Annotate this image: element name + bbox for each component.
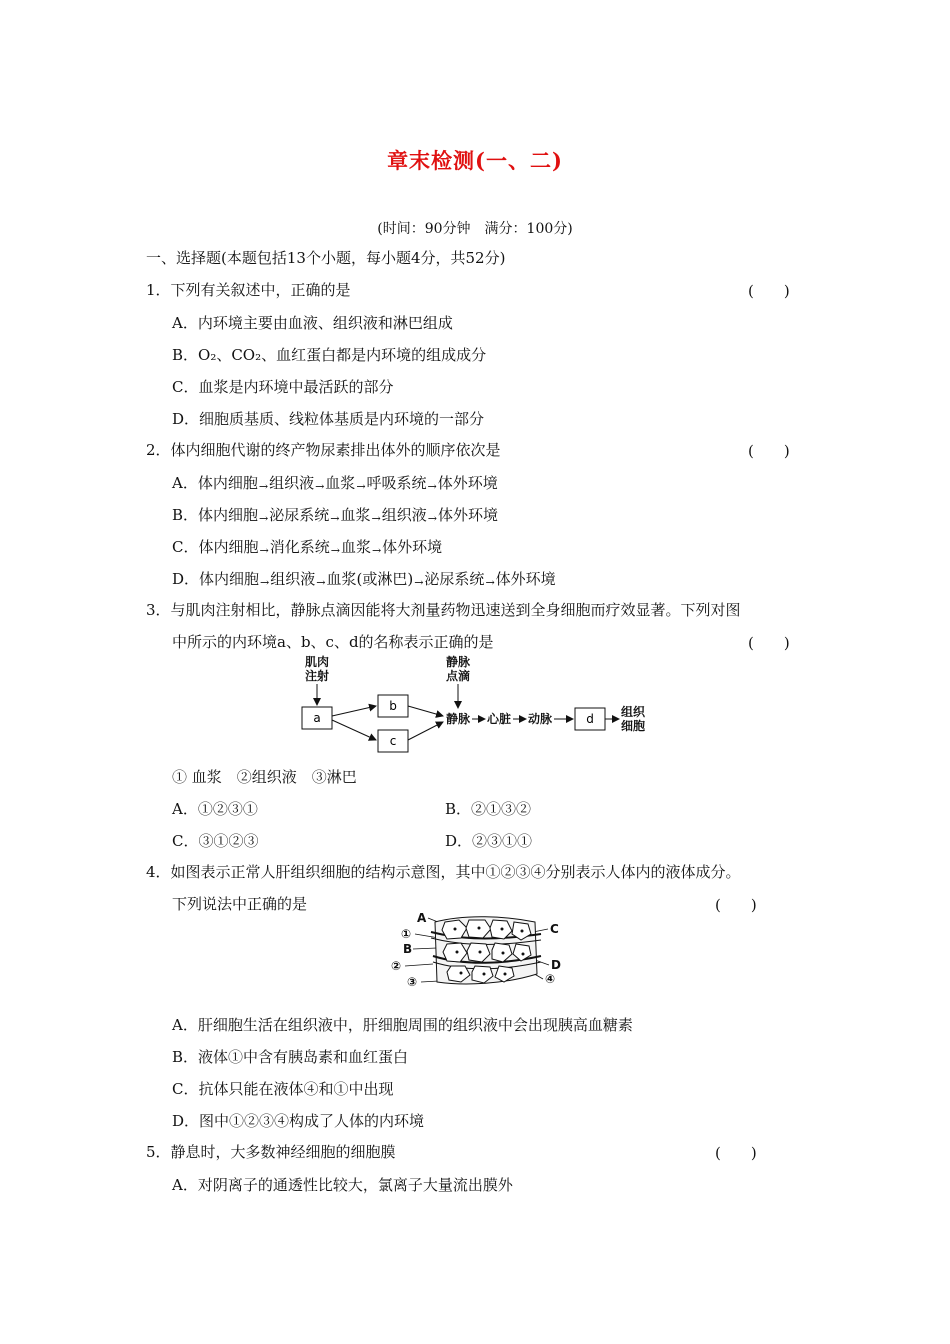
label-A: A — [417, 911, 427, 925]
iv-label-2: 点滴 — [446, 669, 471, 683]
q1-option-d: D．细胞质基质、线粒体基质是内环境的一部分 — [172, 410, 485, 428]
box-d-label: d — [586, 712, 594, 726]
q2a-step: 体外环境 — [437, 474, 498, 492]
q4-option-c: C．抗体只能在液体④和①中出现 — [172, 1080, 394, 1098]
q2b-step: 泌尿系统 — [269, 506, 330, 524]
q1-answer-bracket: ( ) — [748, 282, 790, 300]
q2c-step: 体外环境 — [382, 538, 443, 556]
q3-stem-line2: 中所示的内环境a、b、c、d的名称表示正确的是 — [172, 633, 494, 651]
q3-answer-bracket: ( ) — [748, 634, 790, 652]
q2b-step: 体外环境 — [437, 506, 498, 524]
q2-option-c — [172, 536, 442, 557]
q2d-step: 组织液 — [270, 570, 316, 588]
im-label-2: 注射 — [305, 669, 330, 683]
q5-option-a: A．对阴离子的通透性比较大，氯离子大量流出膜外 — [172, 1176, 513, 1194]
q2c-step: 消化系统 — [269, 538, 330, 556]
q4-answer-bracket: ( ) — [715, 896, 757, 914]
arrow-a-to-c — [332, 720, 376, 740]
q3-option-d: D．②③①① — [445, 832, 533, 850]
label-3: ③ — [407, 975, 418, 989]
q3-option-b: B．②①③② — [445, 800, 532, 818]
q1-option-b: B．O₂、CO₂、血红蛋白都是内环境的组成成分 — [172, 346, 487, 364]
vein-label: 静脉 — [446, 712, 471, 726]
q4-option-a: A．肝细胞生活在组织液中，肝细胞周围的组织液中会出现胰高血糖素 — [172, 1016, 633, 1034]
leader-2 — [405, 964, 433, 966]
tissue-label-2: 细胞 — [621, 719, 646, 733]
label-1: ① — [401, 927, 412, 941]
q2c-step: C．体内细胞 — [172, 538, 259, 556]
q2a-step: 组织液 — [269, 474, 315, 492]
q2d-step: 血浆(或淋巴) — [326, 570, 414, 588]
q2b-step: 血浆 — [340, 506, 371, 524]
iv-label-1: 静脉 — [446, 655, 471, 669]
arrow-icon: → — [371, 544, 382, 557]
tissue-drawing — [431, 917, 541, 984]
q4-option-d: D．图中①②③④构成了人体的内环境 — [172, 1112, 425, 1130]
label-D: D — [551, 958, 561, 972]
q3-fluid-names: ① 血浆 ②组织液 ③淋巴 — [172, 768, 357, 786]
arrow-icon: → — [330, 512, 340, 525]
section-heading: 一、选择题(本题包括13个小题，每小题4分，共52分) — [146, 249, 506, 267]
q2-stem: 2．体内细胞代谢的终产物尿素排出体外的顺序依次是 — [146, 441, 501, 459]
q5-answer-bracket: ( ) — [715, 1144, 757, 1162]
page-title: 章末检测(一、二) — [387, 148, 563, 173]
label-B: B — [403, 942, 413, 956]
arrow-b-to-vein — [408, 706, 443, 716]
q2-option-a — [172, 472, 498, 493]
tissue-label-1: 组织 — [621, 705, 646, 719]
arrow-icon: → — [258, 480, 269, 493]
q2-option-d — [172, 568, 556, 589]
q4-stem-line2: 下列说法中正确的是 — [172, 895, 308, 913]
arrow-icon: → — [330, 544, 340, 557]
arrow-icon: → — [259, 512, 269, 525]
arrow-icon: → — [259, 544, 269, 557]
q3-flow-diagram — [295, 652, 665, 754]
q1-option-c: C．血浆是内环境中最活跃的部分 — [172, 378, 394, 396]
q2b-step: 组织液 — [381, 506, 427, 524]
artery-label: 动脉 — [528, 712, 553, 726]
exam-info: (时间：90分钟 满分：100分) — [377, 221, 573, 237]
q3-option-a: A．①②③① — [172, 800, 258, 818]
q2a-step: A．体内细胞 — [172, 474, 258, 492]
arrow-icon: → — [414, 576, 424, 589]
arrow-icon: → — [371, 512, 381, 525]
q2d-step: D．体内细胞 — [172, 570, 260, 588]
arrow-c-to-vein — [408, 722, 443, 740]
q2-answer-bracket: ( ) — [748, 442, 790, 460]
q1-option-a: A．内环境主要由血液、组织液和淋巴组成 — [172, 314, 453, 332]
label-4: ④ — [545, 972, 556, 986]
q4-stem-line1: 4．如图表示正常人肝组织细胞的结构示意图，其中①②③④分别表示人体内的液体成分。 — [146, 863, 741, 881]
q2c-step: 血浆 — [340, 538, 371, 556]
q2b-step: B．体内细胞 — [172, 506, 259, 524]
arrow-a-to-b — [332, 706, 376, 716]
q2d-step: 体外环境 — [495, 570, 556, 588]
q2d-step: 泌尿系统 — [424, 570, 485, 588]
heart-label: 心脏 — [487, 712, 512, 726]
arrow-icon: → — [315, 480, 325, 493]
q5-stem: 5．静息时，大多数神经细胞的细胞膜 — [146, 1143, 396, 1161]
arrow-icon: → — [427, 480, 437, 493]
box-b-label: b — [389, 699, 397, 713]
box-c-label: c — [389, 734, 397, 748]
q2a-step: 呼吸系统 — [366, 474, 427, 492]
label-C: C — [550, 922, 559, 936]
label-2: ② — [391, 959, 402, 973]
q3-stem-line1: 3．与肌肉注射相比，静脉点滴因能将大剂量药物迅速送到全身细胞而疗效显著。下列对图 — [146, 601, 741, 619]
q4-option-b: B．液体①中含有胰岛素和血红蛋白 — [172, 1048, 409, 1066]
arrow-icon: → — [260, 576, 270, 589]
arrow-icon: → — [356, 480, 366, 493]
q1-stem: 1．下列有关叙述中，正确的是 — [146, 281, 351, 299]
arrow-icon: → — [485, 576, 495, 589]
leader-B — [413, 948, 437, 949]
q4-liver-tissue-diagram — [385, 908, 565, 1004]
im-label-1: 肌肉 — [305, 655, 330, 669]
q2a-step: 血浆 — [325, 474, 356, 492]
arrow-icon: → — [427, 512, 437, 525]
q3-option-c: C．③①②③ — [172, 832, 259, 850]
q2-option-b — [172, 504, 498, 525]
box-a-label: a — [313, 711, 321, 725]
arrow-icon: → — [316, 576, 326, 589]
